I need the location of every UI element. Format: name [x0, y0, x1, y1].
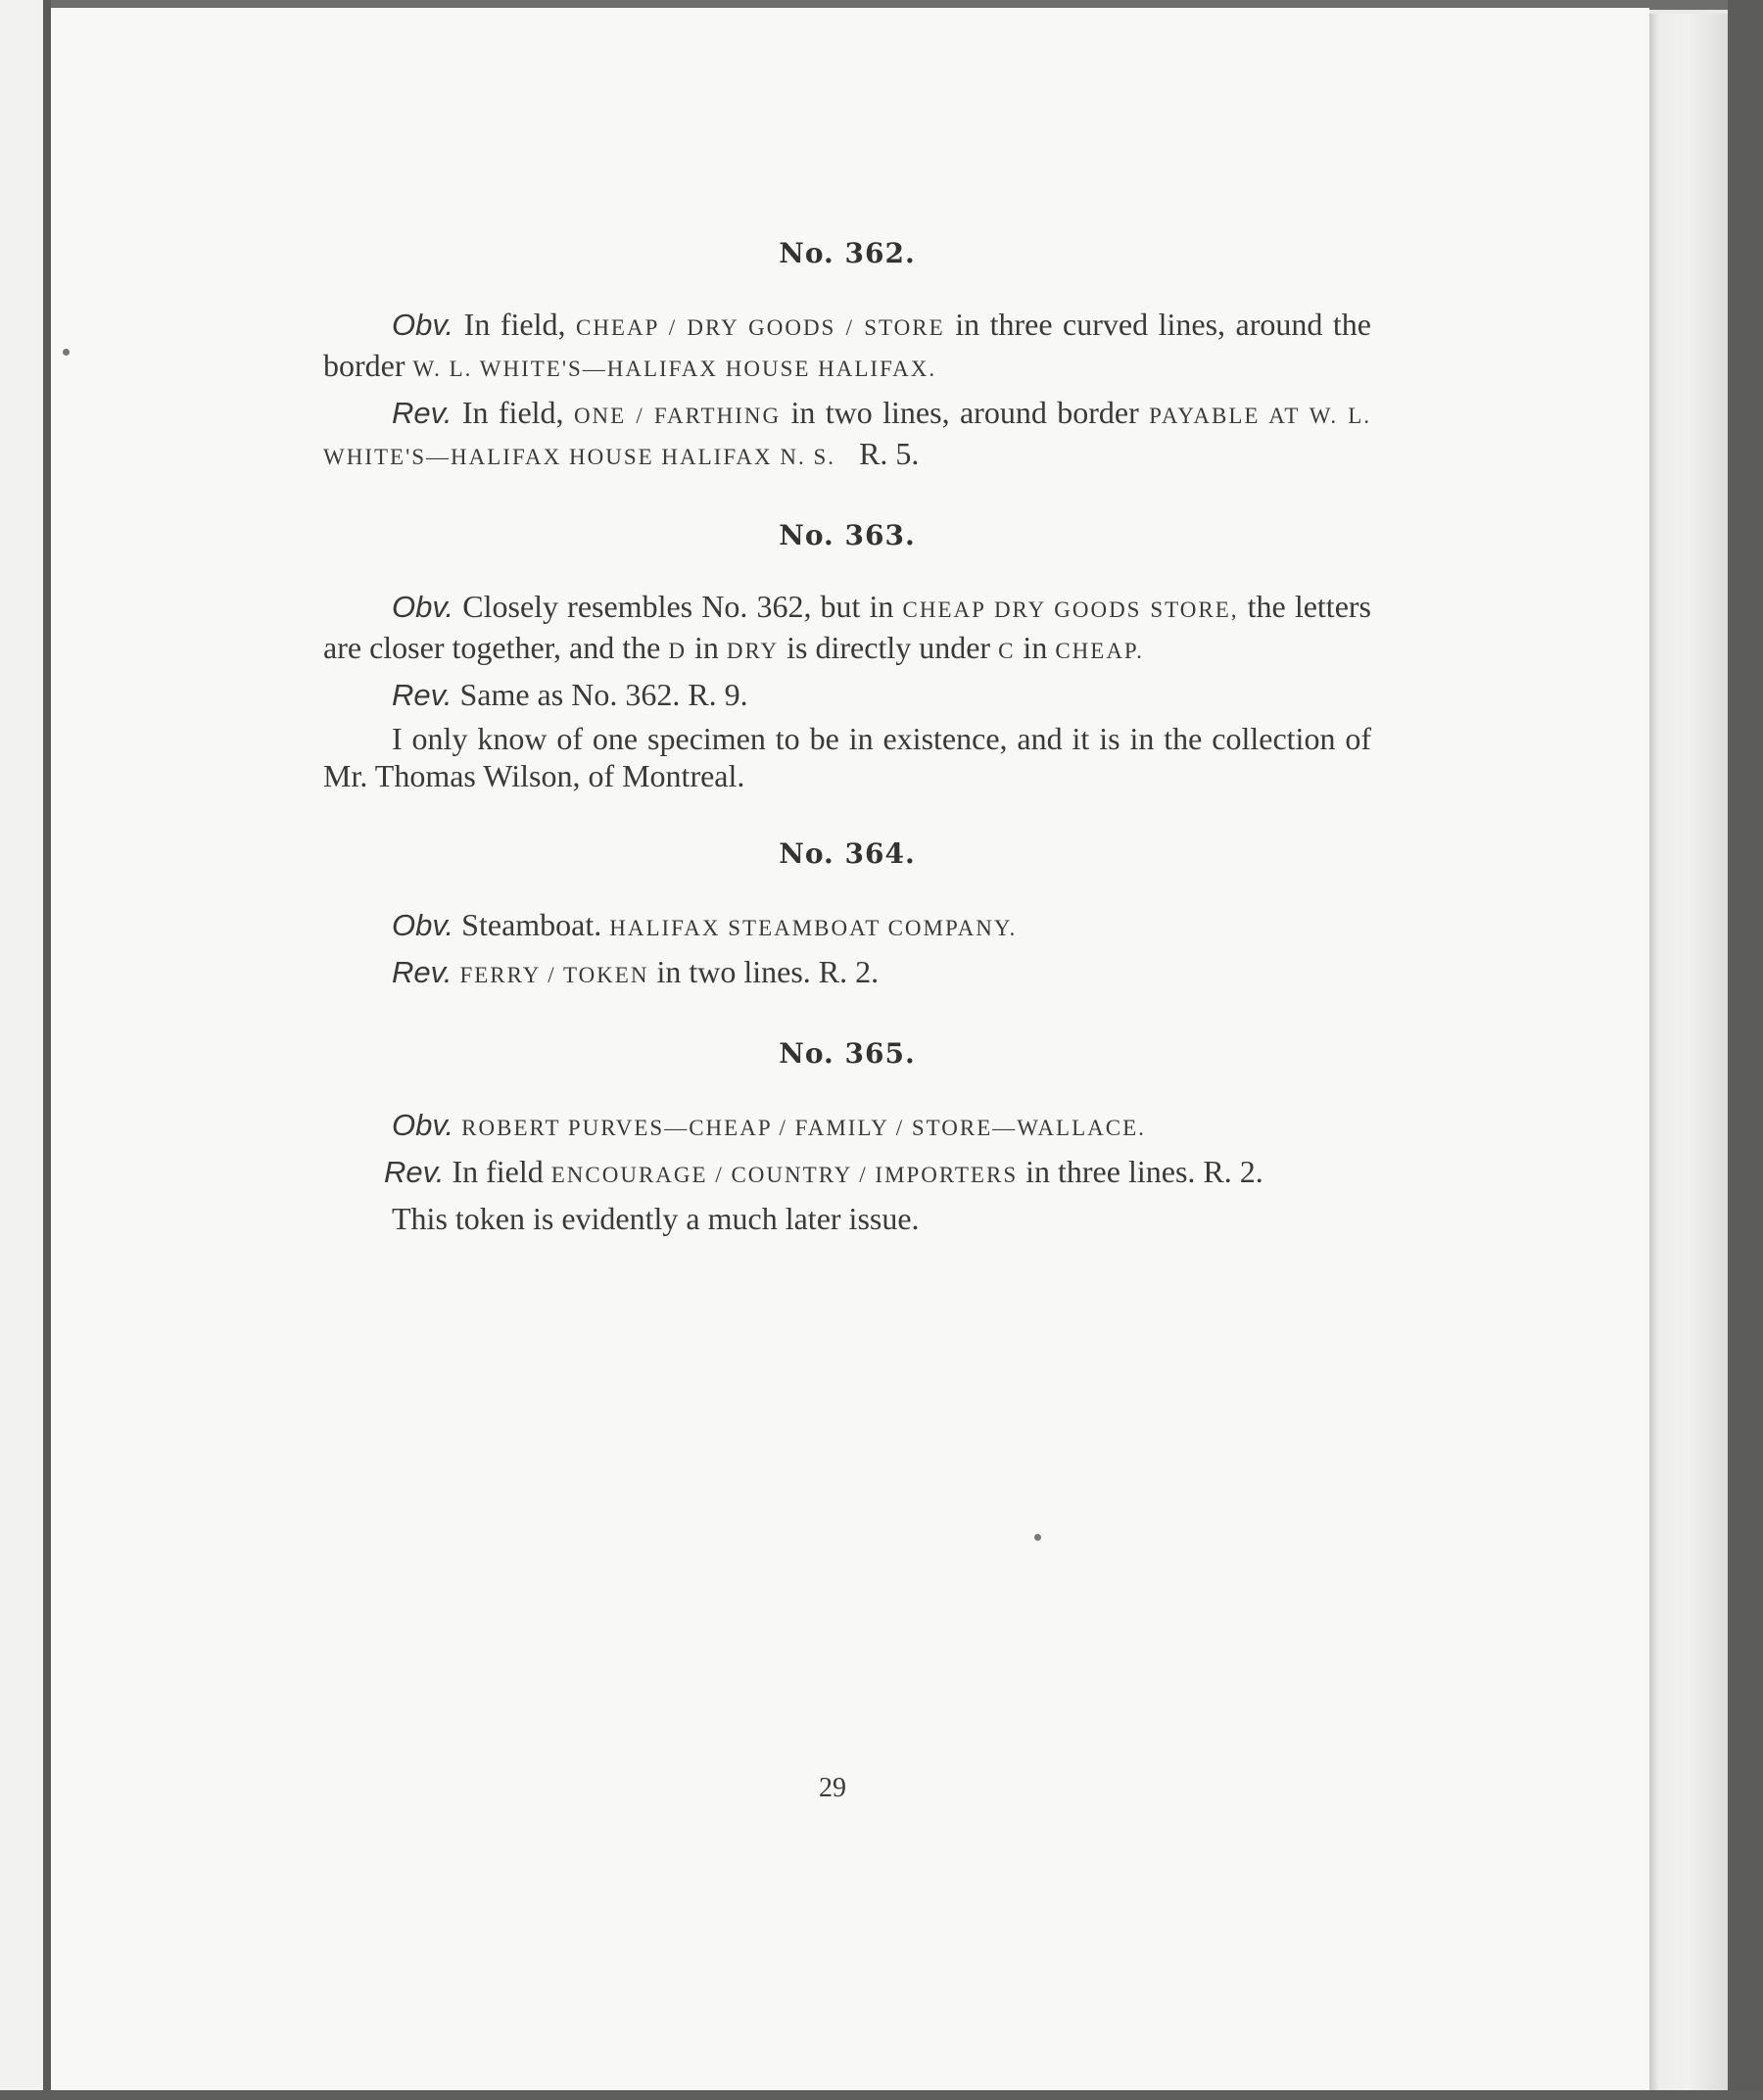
text-run: in three lines.: [1018, 1154, 1196, 1189]
legend-text: ROBERT PURVES—CHEAP / FAMILY / STORE—WALLACE.: [461, 1116, 1146, 1140]
entry-364-obverse: [323, 906, 1371, 947]
legend-text: D: [668, 639, 687, 663]
entry-363-reverse: [323, 676, 1371, 714]
legend-text: DRY: [726, 639, 780, 663]
entry-heading-365: No. 365.: [779, 1037, 916, 1070]
entry-362-reverse: [323, 394, 1371, 476]
scan-speck: [1034, 1534, 1041, 1541]
scan-speck: [63, 349, 70, 356]
text-run: Closely resembles No. 362, but in: [453, 589, 903, 624]
text-run: is directly under: [779, 630, 999, 665]
text-run: in three curved lines, around the border: [323, 307, 1372, 383]
reverse-label: Rev.: [392, 396, 453, 430]
entry-heading-364: No. 364.: [779, 837, 916, 870]
obverse-label: Obv.: [392, 908, 454, 942]
text-run: In field,: [453, 307, 576, 342]
text-run: in: [686, 630, 727, 665]
reverse-label: Rev.: [392, 678, 453, 712]
text-run: in two lines, around border: [781, 395, 1150, 430]
entry-365-note: This token is evidently a much later issue.: [392, 1201, 920, 1236]
legend-text: HALIFAX STEAMBOAT COMPANY.: [609, 916, 1018, 940]
reverse-label: Rev.: [392, 955, 453, 989]
page-number: 29: [819, 1773, 846, 1803]
entry-362-obverse: [323, 306, 1371, 388]
reverse-label: Rev.: [384, 1155, 445, 1189]
obverse-label: Obv.: [392, 590, 454, 624]
legend-text: ONE / FARTHING: [573, 404, 782, 428]
page-content: [323, 235, 1371, 1243]
entry-363-note: I only know of one specimen to be in existence, and it is in the collection of Mr. Thomas Wilson, of Montreal.: [323, 721, 1371, 793]
legend-text: ENCOURAGE / COUNTRY / IMPORTERS: [550, 1163, 1019, 1187]
legend-text: C: [998, 639, 1016, 663]
scan-bottom-edge: [0, 2090, 1763, 2100]
obverse-label: Obv.: [392, 1108, 454, 1142]
legend-text: FERRY / TOKEN: [459, 963, 649, 987]
legend-text: CHEAP.: [1055, 639, 1144, 663]
text-run: In field,: [452, 395, 574, 430]
entry-363-obverse: [323, 588, 1371, 670]
text-run: in: [1015, 630, 1056, 665]
entry-heading-362: No. 362.: [779, 237, 916, 269]
text-run: in two lines. R. 2.: [648, 954, 880, 989]
entry-364-reverse: [323, 953, 1371, 994]
legend-text: PAYABLE AT W. L. WHITE'S—HALIFAX HOUSE HALIFAX N. S.: [323, 404, 1372, 469]
rarity-rating: R. 5.: [859, 436, 920, 471]
text-run: the letters are closer together, and the: [323, 589, 1372, 665]
text-run: Same as No. 362. R. 9.: [452, 677, 748, 712]
legend-text: CHEAP DRY GOODS STORE,: [902, 597, 1239, 622]
legend-text: W. L. WHITE'S—HALIFAX HOUSE HALIFAX.: [412, 357, 937, 381]
legend-text: CHEAP / DRY GOODS / STORE: [575, 315, 945, 340]
text-run: Steamboat.: [453, 907, 610, 942]
text-run: In field: [444, 1154, 551, 1189]
entry-365-reverse: [315, 1153, 1371, 1194]
entry-365-obverse: [323, 1106, 1371, 1147]
rarity-rating: R. 2.: [1203, 1154, 1263, 1189]
obverse-label: Obv.: [392, 308, 454, 342]
scan-right-border: [1728, 0, 1763, 2100]
entry-heading-363: No. 363.: [779, 519, 916, 551]
